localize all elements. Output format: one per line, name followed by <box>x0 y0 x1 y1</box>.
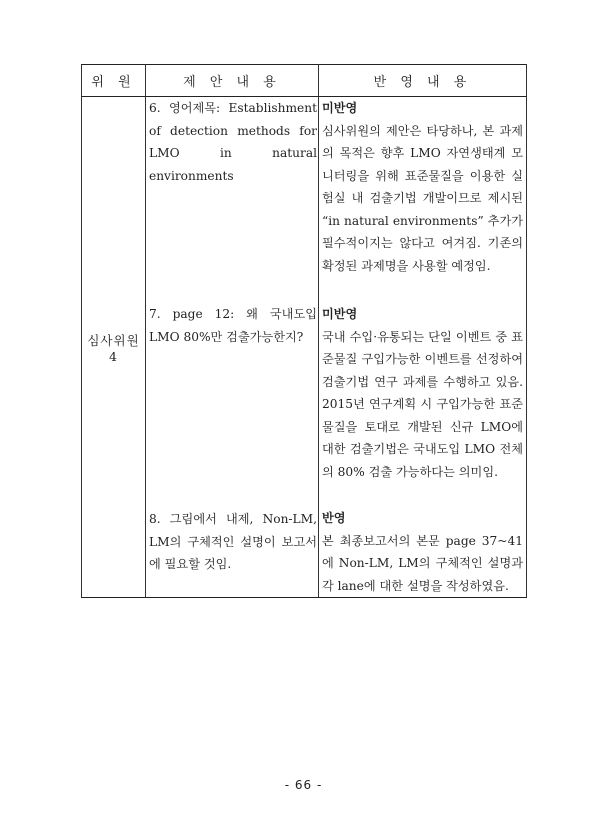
reviewer-cell: 심사위원 4 <box>82 97 146 598</box>
proposal-item-7: 7. page 12: 왜 국내도입 LMO 80%만 검출가능한지? <box>149 307 317 344</box>
header-response: 반 영 내 용 <box>319 65 527 97</box>
response-item-7: 국내 수입·유통되는 단일 이벤트 중 표준물질 구입가능한 이벤트를 선정하여 검출기법 연구 과제를 수행하고 있음. 2015년 연구계획 시 구입가능한 표준물질을 토대로 개발된 신규 LMO에 대한 검출기법은 국내도입 LMO 전체의 80% 검출 가능하다는 의미임. <box>322 329 523 479</box>
proposal-cell <box>146 97 319 598</box>
review-table <box>81 64 527 598</box>
status-badge-6: 미반영 <box>322 101 358 115</box>
header-reviewer: 위 원 <box>82 65 146 97</box>
response-item-6: 심사위원의 제안은 타당하나, 본 과제의 목적은 향후 LMO 자연생태계 모니터링을 위해 표준물질을 이용한 실험실 내 검출기법 개발이므로 제시된 “in natural environments” 추가가 필수적이지는 않다고 여겨짐. 기존의 확정된 과제명을 사용할 예정임. <box>322 123 523 273</box>
table-row <box>82 97 527 598</box>
header-row <box>82 65 527 97</box>
page-number: - 66 - <box>284 778 323 792</box>
status-badge-7: 미반영 <box>322 307 358 321</box>
header-proposal: 제 안 내 용 <box>146 65 319 97</box>
proposal-item-6: 6. 영어제목: Establishment of detection methods for LMO in natural environments <box>149 101 317 183</box>
proposal-item-8: 8. 그림에서 내제, Non-LM, LM의 구체적인 설명이 보고서에 필요할 것임. <box>149 512 317 571</box>
response-cell <box>319 97 527 598</box>
status-badge-8: 반영 <box>322 511 346 525</box>
response-item-8: 본 최종보고서의 본문 page 37~41에 Non-LM, LM의 구체적인 설명과 각 lane에 대한 설명을 작성하였음. <box>322 533 523 593</box>
